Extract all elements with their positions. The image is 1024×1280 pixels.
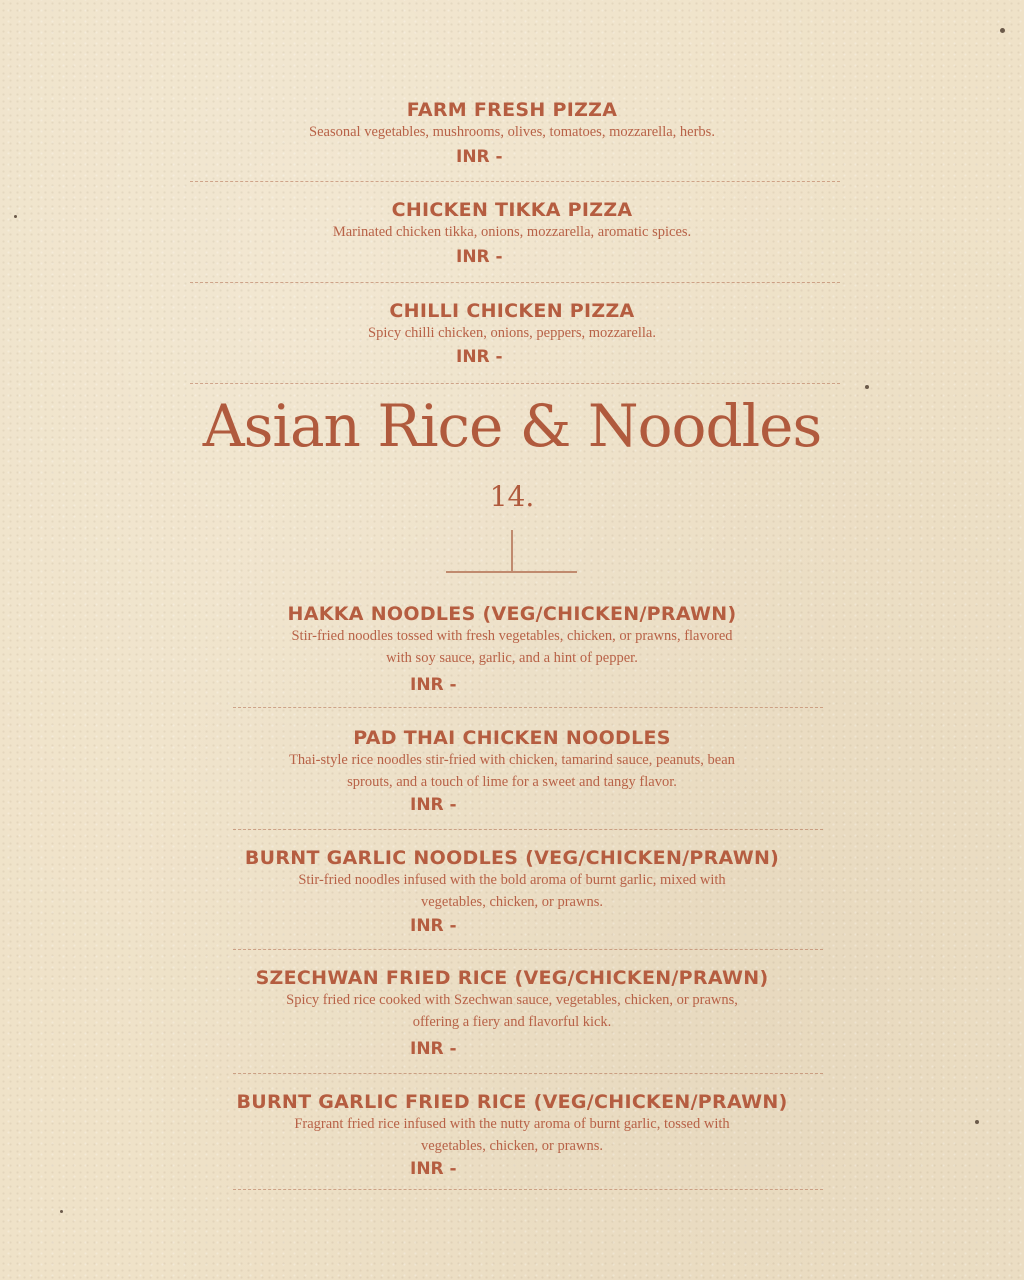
menu-item-chilli-chicken-pizza [0, 300, 1024, 344]
menu-item-pad-thai-chicken-noodles [0, 727, 1024, 793]
item-description-line: offering a fiery and flavorful kick. [412, 1014, 612, 1030]
item-name: CHICKEN TIKKA PIZZA [391, 199, 633, 221]
menu-item-burnt-garlic-fried-rice [0, 1091, 1024, 1157]
ornament-divider-vertical [511, 530, 513, 572]
item-divider [233, 829, 823, 830]
item-description-line: Thai-style rice noodles stir-fried with chicken, tamarind sauce, peanuts, bean [289, 752, 735, 768]
item-description-line: sprouts, and a touch of lime for a sweet and tangy flavor. [347, 774, 677, 790]
section-number: 14. [489, 480, 535, 513]
texture-speck [60, 1210, 63, 1213]
texture-speck [975, 1120, 979, 1124]
item-price: INR - [410, 795, 457, 815]
ornament-divider-horizontal [446, 571, 577, 573]
menu-item-farm-fresh-pizza [0, 99, 1024, 143]
item-divider [233, 949, 823, 950]
item-description-line: vegetables, chicken, or prawns. [421, 894, 603, 910]
menu-item-chicken-tikka-pizza [0, 199, 1024, 243]
menu-item-hakka-noodles [0, 603, 1024, 669]
menu-item-szechwan-fried-rice [0, 967, 1024, 1033]
item-description-line: with soy sauce, garlic, and a hint of pepper. [386, 650, 638, 666]
item-description: Marinated chicken tikka, onions, mozzarella, aromatic spices. [332, 224, 692, 240]
item-name: BURNT GARLIC FRIED RICE (VEG/CHICKEN/PRAWN) [236, 1091, 788, 1113]
item-description-line: Fragrant fried rice infused with the nutty aroma of burnt garlic, tossed with [294, 1116, 730, 1132]
item-divider [233, 1073, 823, 1074]
item-name: FARM FRESH PIZZA [406, 99, 618, 121]
item-price: INR - [410, 675, 457, 695]
item-name: HAKKA NOODLES (VEG/CHICKEN/PRAWN) [287, 603, 737, 625]
item-divider [233, 1189, 823, 1190]
item-price: INR - [456, 147, 503, 167]
section-title: Asian Rice & Noodles [202, 392, 822, 460]
item-description-line: Spicy fried rice cooked with Szechwan sauce, vegetables, chicken, or prawns, [286, 992, 738, 1008]
item-price: INR - [410, 1159, 457, 1179]
item-divider [190, 383, 840, 384]
texture-speck [865, 385, 869, 389]
item-divider [190, 181, 840, 182]
item-divider [190, 282, 840, 283]
item-description-line: Stir-fried noodles infused with the bold aroma of burnt garlic, mixed with [298, 872, 726, 888]
item-price: INR - [456, 347, 503, 367]
item-name: CHILLI CHICKEN PIZZA [389, 300, 635, 322]
item-name: PAD THAI CHICKEN NOODLES [353, 727, 671, 749]
item-price: INR - [456, 247, 503, 267]
item-name: BURNT GARLIC NOODLES (VEG/CHICKEN/PRAWN) [244, 847, 780, 869]
texture-speck [14, 215, 17, 218]
item-name: SZECHWAN FRIED RICE (VEG/CHICKEN/PRAWN) [255, 967, 769, 989]
item-divider [233, 707, 823, 708]
texture-speck [1000, 28, 1005, 33]
item-description: Seasonal vegetables, mushrooms, olives, tomatoes, mozzarella, herbs. [309, 124, 715, 140]
item-description-line: vegetables, chicken, or prawns. [421, 1138, 603, 1154]
item-price: INR - [410, 1039, 457, 1059]
item-description-line: Stir-fried noodles tossed with fresh vegetables, chicken, or prawns, flavored [291, 628, 733, 644]
item-description: Spicy chilli chicken, onions, peppers, mozzarella. [368, 325, 656, 341]
menu-item-burnt-garlic-noodles [0, 847, 1024, 913]
item-price: INR - [410, 916, 457, 936]
